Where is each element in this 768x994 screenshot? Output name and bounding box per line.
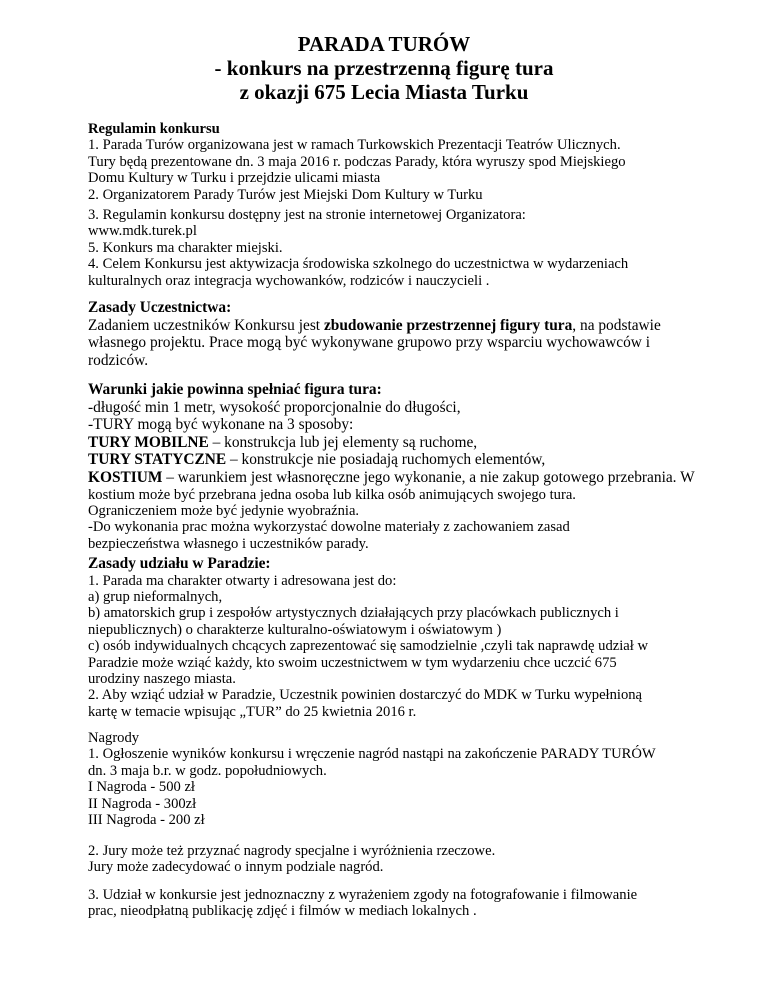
paragraph-line: kulturalnych oraz integracja wychowanków, rodziców i nauczycieli . <box>88 272 490 289</box>
paragraph-line: kostium może być przebrana jedna osoba lub kilka osób animujących swojego tura. <box>88 486 576 503</box>
paragraph-line: -Do wykonania prac można wykorzystać dowolne materiały z zachowaniem zasad <box>88 519 570 536</box>
paragraph-line: niepublicznych) o charakterze kulturalno-oświatowym i oświatowym ) <box>88 621 502 638</box>
paragraph-line: Tury będą prezentowane dn. 3 maja 2016 r. podczas Parady, która wyruszy spod Miejskiego <box>88 153 626 170</box>
paragraph-line: 4. Celem Konkursu jest aktywizacja środowiska szkolnego do uczestnictwa w wydarzeniach <box>88 256 629 273</box>
paragraph-line: Jury może zadecydować o innym podziale nagród. <box>88 859 384 876</box>
paragraph-line <box>88 434 698 452</box>
website-text: www.mdk.turek.pl <box>88 223 197 240</box>
paragraph-line: 2. Aby wziąć udział w Paradzie, Uczestnik powinien dostarczyć do MDK w Turku wypełnioną <box>88 687 643 704</box>
paragraph-line: rodziców. <box>88 351 149 369</box>
paragraph-line: dn. 3 maja b.r. w godz. popołudniowych. <box>88 762 327 779</box>
text-span: – konstrukcja lub jej elementy są ruchome, <box>208 433 478 451</box>
text-span: – warunkiem jest własnoręczne jego wykonanie, a nie zakup gotowego przebrania. W <box>162 468 695 486</box>
paragraph-line: własnego projektu. Prace mogą być wykonywane grupowo przy wsparciu wychowawców i <box>88 334 651 352</box>
section-jury <box>88 843 698 876</box>
title-line-1: PARADA TURÓW <box>297 32 471 56</box>
paragraph-line: c) osób indywidualnych chcących zaprezentować się samodzielnie ,czyli tak naprawdę udział w <box>88 638 648 655</box>
paragraph-line: 1. Parada ma charakter otwarty i adresowana jest do: <box>88 572 397 589</box>
paragraph-line: 2. Jury może też przyznać nagrody specjalne i wyróżnienia rzeczowe. <box>88 843 496 859</box>
section-zgoda <box>88 887 698 920</box>
section-udzial <box>88 555 698 720</box>
section-nagrody <box>88 730 698 828</box>
prize-line: I Nagroda - 500 zł <box>88 779 195 796</box>
section-heading: Zasady udziału w Paradzie: <box>88 555 271 572</box>
title-line-2: - konkurs na przestrzenną figurę tura <box>214 56 554 80</box>
paragraph-line: 3. Regulamin konkursu dostępny jest na stronie internetowej Organizatora: <box>88 207 526 223</box>
prize-line: III Nagroda - 200 zł <box>88 812 205 829</box>
paragraph-line: -TURY mogą być wykonane na 3 sposoby: <box>88 416 354 434</box>
paragraph-line: Ograniczeniem może być jedynie wyobraźnia. <box>88 502 360 519</box>
paragraph-line: 2. Organizatorem Parady Turów jest Miejski Dom Kultury w Turku <box>88 186 483 203</box>
section-heading: Nagrody <box>88 730 140 746</box>
bold-text: zbudowanie przestrzennej figury tura <box>323 316 573 334</box>
paragraph-line <box>88 451 698 469</box>
title-line-3: z okazji 675 Lecia Miasta Turku <box>239 80 529 104</box>
section-regulamin-cont <box>88 207 698 289</box>
paragraph-line: 3. Udział w konkursie jest jednoznaczny z wyrażeniem zgody na fotografowanie i filmowanie <box>88 887 638 903</box>
paragraph-line: urodziny naszego miasta. <box>88 671 236 688</box>
paragraph-line: 1. Parada Turów organizowana jest w ramach Turkowskich Prezentacji Teatrów Ulicznych. <box>88 137 621 154</box>
paragraph-line: kartę w temacie wpisując „TUR” do 25 kwietnia 2016 r. <box>88 703 417 720</box>
paragraph-line: bezpieczeństwa własnego i uczestników parady. <box>88 535 369 552</box>
section-uczestnictwo <box>88 299 698 369</box>
paragraph-line: Domu Kultury w Turku i przejdzie ulicami miasta <box>88 170 381 187</box>
text-span: – konstrukcje nie posiadają ruchomych elementów, <box>226 451 546 469</box>
paragraph-line: prac, nieodpłatną publikację zdjęć i filmów w mediach lokalnych . <box>88 903 477 920</box>
text-span: , na podstawie <box>572 316 661 334</box>
section-regulamin <box>88 121 698 203</box>
paragraph-line: b) amatorskich grup i zespołów artystycznych działających przy placówkach publicznych i <box>88 605 619 622</box>
prize-line: II Nagroda - 300zł <box>88 795 197 812</box>
section-heading: Warunki jakie powinna spełniać figura tura: <box>88 381 382 398</box>
paragraph-line: 1. Ogłoszenie wyników konkursu i wręczenie nagród nastąpi na zakończenie PARADY TURÓW <box>88 746 656 763</box>
paragraph-line: 5. Konkurs ma charakter miejski. <box>88 239 283 256</box>
paragraph-line <box>88 317 698 335</box>
paragraph-line: a) grup nieformalnych, <box>88 589 223 605</box>
section-heading: Zasady Uczestnictwa: <box>88 299 232 316</box>
section-heading: Regulamin konkursu <box>88 121 220 137</box>
section-warunki <box>88 381 698 552</box>
text-span: Zadaniem uczestników Konkursu jest <box>88 316 324 334</box>
bold-text: TURY MOBILNE <box>88 433 209 451</box>
bold-text: KOSTIUM <box>88 468 163 486</box>
paragraph-line: -długość min 1 metr, wysokość proporcjonalnie do długości, <box>88 398 461 416</box>
paragraph-line <box>88 469 698 487</box>
bold-text: TURY STATYCZNE <box>88 451 227 469</box>
paragraph-line: Paradzie może wziąć każdy, kto swoim uczestnictwem w tym wydarzeniu chce uczcić 675 <box>88 654 617 671</box>
